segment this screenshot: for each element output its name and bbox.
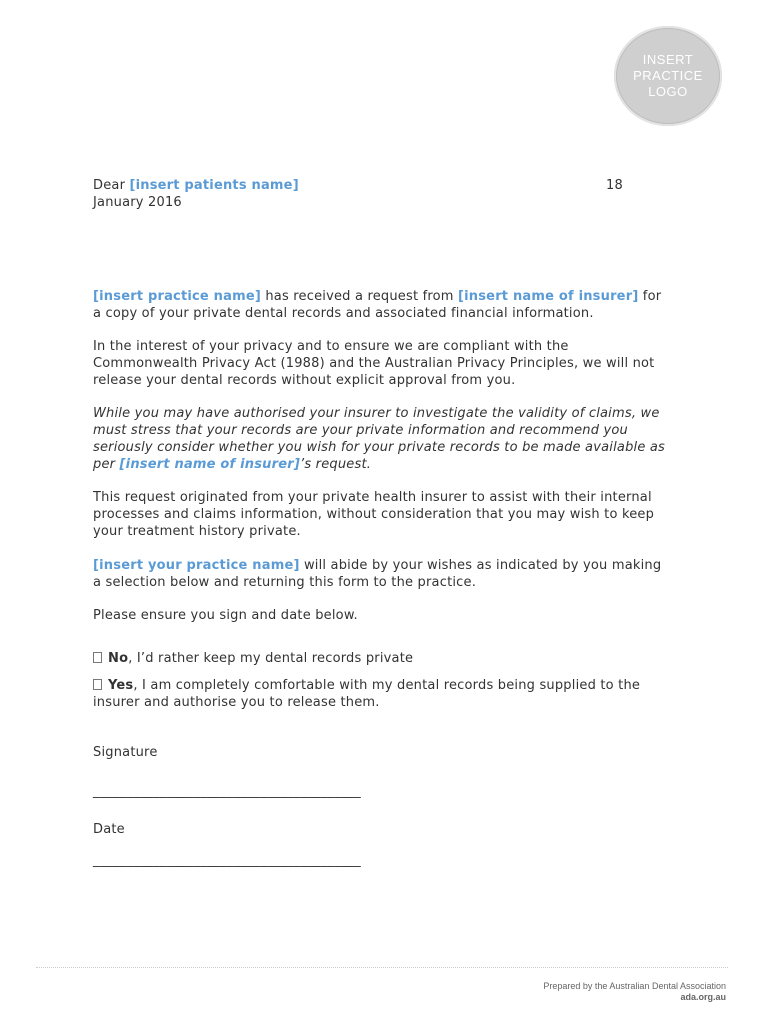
paragraph-request-middle: has received a request from bbox=[261, 289, 458, 304]
paragraph-selection bbox=[93, 557, 673, 591]
paragraph-origin: This request originated from your private health insurer to assist with their internal processes and claims information, without consideration that you may wish to keep your treatment history private. bbox=[93, 490, 655, 539]
patient-name-placeholder: [insert patients name] bbox=[129, 178, 299, 193]
salutation-prefix: Dear bbox=[93, 178, 130, 193]
paragraph-privacy: In the interest of your privacy and to ensure we are compliant with the Commonwealth Privacy Act (1988) and the Australian Privacy Principles, we will not release your dental records without explicit approval from you. bbox=[93, 339, 655, 388]
option-yes[interactable] bbox=[93, 677, 673, 711]
footer bbox=[543, 981, 726, 1003]
letter-date-day: 18 bbox=[606, 178, 623, 193]
option-yes-label: Yes bbox=[108, 678, 134, 693]
paragraph-selection-end: will abide by your wishes as indicated by you making a selection below and returning this form to the practice. bbox=[93, 558, 662, 590]
checkbox-no[interactable] bbox=[93, 652, 102, 663]
paragraph-request-end: for a copy of your private dental records and associated financial information. bbox=[93, 289, 662, 321]
insurer-name-placeholder-2: [insert name of insurer] bbox=[119, 457, 301, 472]
paragraph-insurer-warning bbox=[93, 405, 673, 473]
paragraph-sign-instruction: Please ensure you sign and date below. bbox=[93, 608, 358, 623]
footer-website: ada.org.au bbox=[680, 992, 726, 1002]
paragraph-warning-start: While you may have authorised your insurer to investigate the validity of claims, we must stress that your records are your private information and recommend you seriously consider whether you wish for your private records to be made available as per bbox=[93, 406, 666, 472]
salutation bbox=[93, 177, 623, 211]
signature-label: Signature bbox=[93, 745, 158, 760]
option-no-label: No bbox=[108, 651, 129, 666]
practice-logo-placeholder bbox=[614, 26, 722, 126]
practice-name-placeholder: [insert practice name] bbox=[93, 289, 262, 304]
paragraph-warning-end: ’s request. bbox=[300, 457, 372, 472]
footer-divider bbox=[36, 967, 728, 968]
insurer-name-placeholder: [insert name of insurer] bbox=[457, 289, 639, 304]
option-no[interactable] bbox=[93, 650, 413, 667]
your-practice-name-placeholder: [insert your practice name] bbox=[93, 558, 300, 573]
footer-prepared-by: Prepared by the Australian Dental Association bbox=[543, 981, 726, 991]
letter-date-month-year: January 2016 bbox=[93, 195, 182, 210]
option-yes-text: , I am completely comfortable with my dental records being supplied to the insurer and authorise you to release them. bbox=[93, 678, 641, 710]
paragraph-request bbox=[93, 288, 673, 322]
signature-line[interactable]: ________________________________________ bbox=[93, 784, 361, 799]
date-line[interactable]: ________________________________________ bbox=[93, 853, 361, 868]
logo-text: INSERT PRACTICE LOGO bbox=[633, 52, 703, 99]
option-no-text: , I’d rather keep my dental records private bbox=[128, 651, 414, 666]
date-label: Date bbox=[93, 822, 125, 837]
checkbox-yes[interactable] bbox=[93, 679, 102, 690]
